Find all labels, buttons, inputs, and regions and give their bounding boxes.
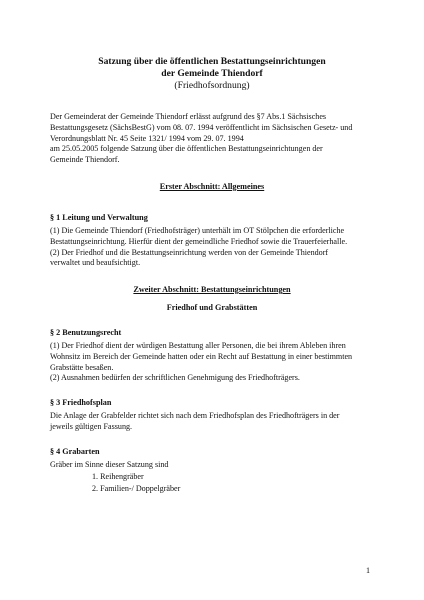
preamble-line: Bestattungsgesetz (SächsBestG) vom 08. 07. 1994 veröffentlicht im Sächsischen Gesetz- und (50, 122, 353, 132)
document-title-line-2: der Gemeinde Thiendorf (161, 68, 263, 79)
paragraph-1-line: (1) Die Gemeinde Thiendorf (Friedhofsträger) unterhält im OT Stölpchen die erforderliche (50, 226, 345, 235)
section-2-subheading: Friedhof und Grabstätten (166, 303, 258, 312)
paragraph-1-line: (2) Der Friedhof und die Bestattungseinrichtung werden von der Gemeinde Thiendorf (50, 247, 329, 257)
preamble-line: Verordnungsblatt Nr. 45 Seite 1321/ 1994 vom 29. 07. 1994 (50, 133, 244, 143)
paragraph-3-heading: § 3 Friedhofsplan (50, 398, 112, 407)
paragraph-1-heading: § 1 Leitung und Verwaltung (50, 213, 148, 222)
list-item: 1. Reihengräber (92, 472, 144, 481)
paragraph-2-heading: § 2 Benutzungsrecht (50, 328, 122, 337)
document-subtitle: (Friedhofsordnung) (174, 80, 250, 91)
section-1-heading: Erster Abschnitt: Allgemeines (159, 182, 265, 191)
preamble-line: Der Gemeinderat der Gemeinde Thiendorf erlässt aufgrund des §7 Abs.1 Sächsisches (50, 112, 327, 121)
paragraph-4-intro-line: Gräber im Sinne dieser Satzung sind (50, 460, 169, 469)
paragraph-4-intro (50, 460, 380, 471)
paragraph-2-line: Wohnsitz im Bereich der Gemeinde hatten oder ein Recht auf Bestattung in einer bestimmten (50, 351, 353, 361)
section-2-heading: Zweiter Abschnitt: Bestattungseinrichtungen (133, 285, 291, 294)
preamble-line: am 25.05.2005 folgende Satzung über die öffentlichen Bestattungseinrichtungen der (50, 144, 323, 154)
list-item: 2. Familien-/ Doppelgräber (92, 484, 181, 493)
page-number: 1 (366, 566, 371, 575)
paragraph-1-line: verwaltet und beaufsichtigt. (50, 258, 141, 268)
paragraph-3-body (50, 411, 380, 433)
paragraph-3-line: Die Anlage der Grabfelder richtet sich nach dem Friedhofsplan des Friedhofträgers in der (50, 411, 340, 420)
paragraph-1-body (50, 226, 380, 269)
paragraph-2-line: (1) Der Friedhof dient der würdigen Bestattung aller Personen, die bei ihrem Ableben ihren (50, 341, 346, 350)
paragraph-2-body (50, 341, 380, 384)
paragraph-2-line: (2) Ausnahmen bedürfen der schriftlichen Genehmigung des Friedhofträgers. (50, 373, 300, 383)
paragraph-4-heading: § 4 Grabarten (50, 447, 100, 456)
paragraph-1-line: Bestattungseinrichtung. Hierfür dient der gemeindliche Friedhof sowie die Trauerfeierhalle. (50, 236, 348, 246)
document-title-line-1: Satzung über die öffentlichen Bestattungseinrichtungen (98, 56, 326, 67)
paragraph-3-line: jeweils gültigen Fassung. (50, 421, 133, 431)
preamble-line: Gemeinde Thiendorf. (50, 155, 120, 165)
paragraph-2-line: Grabstätte besaßen. (50, 362, 114, 372)
preamble-paragraph (50, 112, 380, 166)
